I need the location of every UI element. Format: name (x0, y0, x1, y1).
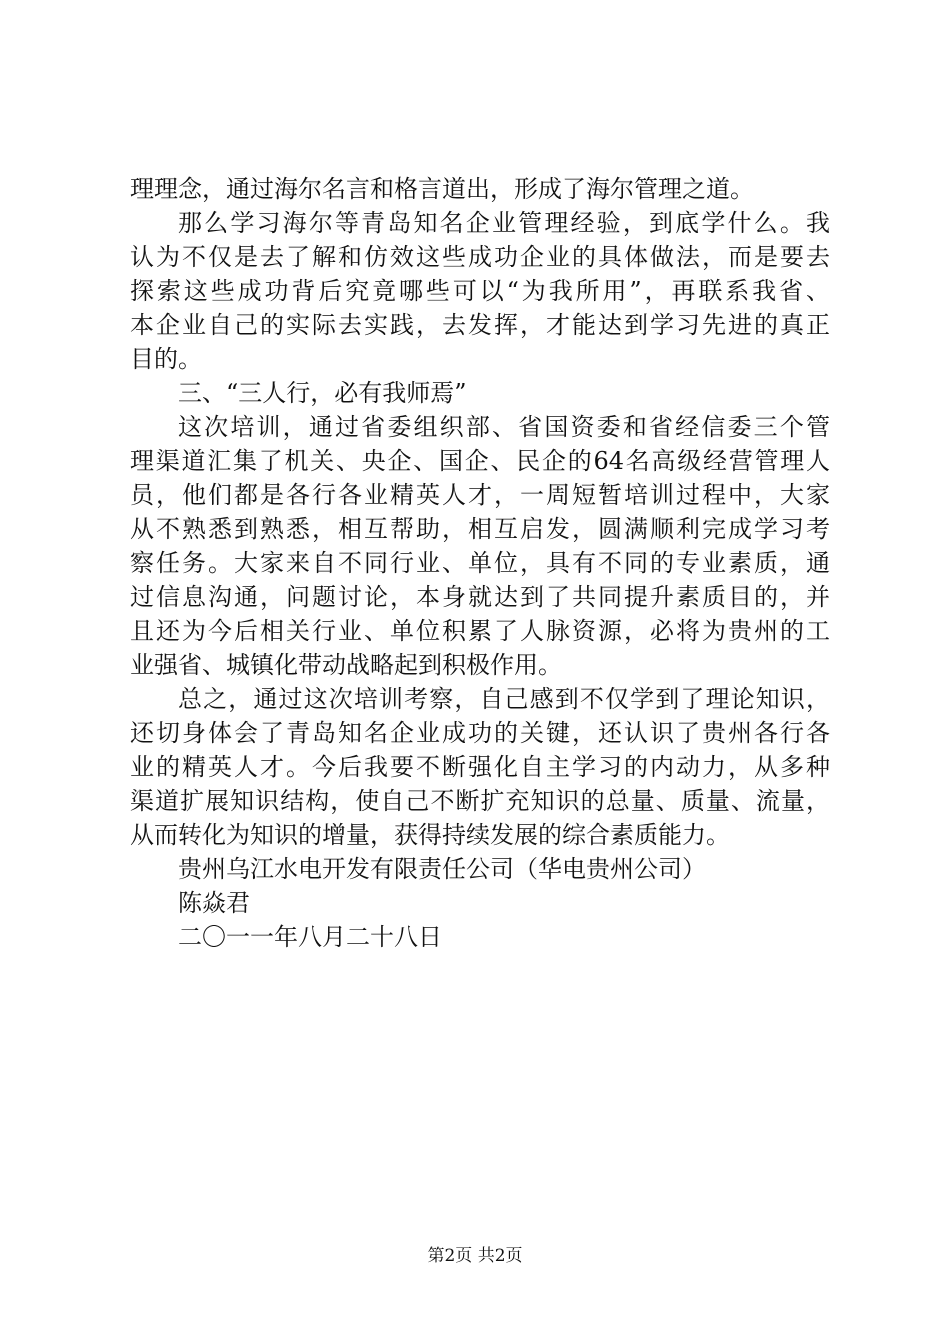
document-date: 二〇一一年八月二十八日 (178, 923, 442, 951)
text-line: 业的精英人才。今后我要不断强化自主学习的内动力，从多种 (130, 753, 830, 781)
text-line: 本企业自己的实际去实践，去发挥，才能达到学习先进的真正 (130, 311, 830, 339)
section-heading: 三、“三人行，必有我师焉” (178, 379, 467, 407)
text-line: 员，他们都是各行各业精英人才，一周短暂培训过程中，大家 (130, 481, 830, 509)
text-line: 过信息沟通，问题讨论，本身就达到了共同提升素质目的，并 (130, 583, 830, 611)
text-line: 还切身体会了青岛知名企业成功的关键，还认识了贵州各行各 (130, 719, 830, 747)
text-line: 总之，通过这次培训考察，自己感到不仅学到了理论知识， (178, 685, 830, 713)
text-line: 理理念，通过海尔名言和格言道出，形成了海尔管理之道。 (130, 175, 754, 203)
document-body (130, 172, 830, 954)
text-line: 理渠道汇集了机关、央企、国企、民企的64名高级经营管理人 (130, 447, 830, 475)
text-line: 察任务。大家来自不同行业、单位，具有不同的专业素质，通 (130, 549, 830, 577)
text-line: 从不熟悉到熟悉，相互帮助，相互启发，圆满顺利完成学习考 (130, 515, 830, 543)
text-line: 探索这些成功背后究竟哪些可以“为我所用”，再联系我省、 (130, 277, 830, 305)
company-signature: 贵州乌江水电开发有限责任公司（华电贵州公司） (178, 855, 706, 883)
text-line: 从而转化为知识的增量，获得持续发展的综合素质能力。 (130, 821, 730, 849)
text-line: 那么学习海尔等青岛知名企业管理经验，到底学什么。我 (178, 209, 830, 237)
text-line: 认为不仅是去了解和仿效这些成功企业的具体做法，而是要去 (130, 243, 830, 271)
text-line: 目的。 (130, 345, 202, 373)
text-line: 渠道扩展知识结构，使自己不断扩充知识的总量、质量、流量， (130, 787, 830, 815)
text-line: 业强省、城镇化带动战略起到积极作用。 (130, 651, 562, 679)
page-number-footer: 第2页 共2页 (427, 1246, 523, 1266)
text-line: 且还为今后相关行业、单位积累了人脉资源，必将为贵州的工 (130, 617, 830, 645)
text-line: 这次培训，通过省委组织部、省国资委和省经信委三个管 (178, 413, 830, 441)
author-signature: 陈焱君 (178, 889, 250, 917)
